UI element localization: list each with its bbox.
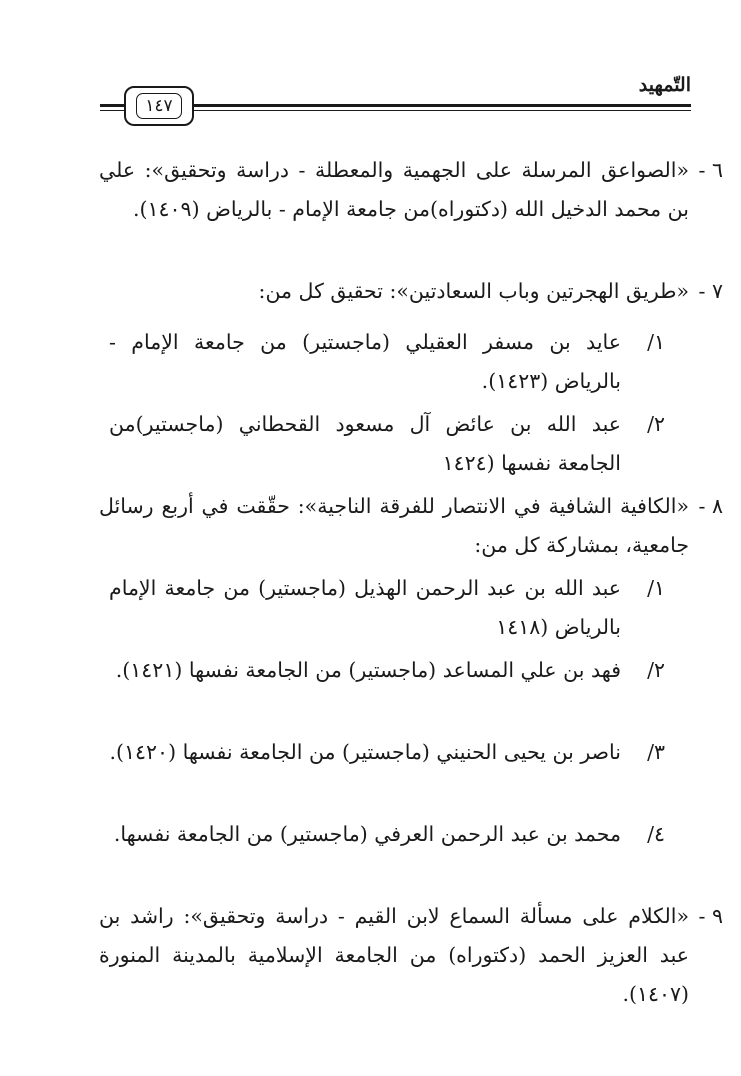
entry-8-item-4 xyxy=(109,815,665,854)
item-number: ٢/ xyxy=(647,658,665,682)
page-number: ١٤٧ xyxy=(136,93,181,119)
item-text: عبد الله بن عبد الرحمن الهذيل (ماجستير) من جامعة الإمام بالرياض (١٤١٨ xyxy=(109,576,621,639)
entry-number: ٦ - xyxy=(698,158,723,182)
entry-8-item-1 xyxy=(109,569,665,647)
entry-text: «طريق الهجرتين وباب السعادتين»: تحقيق كل من: xyxy=(258,279,689,303)
item-text: عبد الله بن عائض آل مسعود القحطاني (ماجستير)من الجامعة نفسها (١٤٢٤ xyxy=(109,412,621,475)
entry-6 xyxy=(99,151,723,229)
item-number: ٢/ xyxy=(647,412,665,436)
entry-9 xyxy=(99,897,723,1014)
entry-7-item-2 xyxy=(109,405,665,483)
entry-text: «الصواعق المرسلة على الجهمية والمعطلة - دراسة وتحقيق»: علي بن محمد الدخيل الله (دكتوراه)من جامعة الإمام - بالرياض (١٤٠٩). xyxy=(99,158,689,221)
item-text: فهد بن علي المساعد (ماجستير) من الجامعة نفسها (١٤٢١). xyxy=(115,658,621,682)
entry-8-item-3 xyxy=(109,733,665,772)
item-number: ١/ xyxy=(647,330,665,354)
entry-number: ٨ - xyxy=(698,494,723,518)
entry-8-item-2 xyxy=(109,651,665,690)
entry-8 xyxy=(99,487,723,565)
running-title: التّمهيد xyxy=(638,74,691,96)
item-text: ناصر بن يحيى الحنيني (ماجستير) من الجامعة نفسها (١٤٢٠). xyxy=(109,740,621,764)
entry-number: ٧ - xyxy=(698,279,723,303)
entry-text: «الكلام على مسألة السماع لابن القيم - دراسة وتحقيق»: راشد بن عبد العزيز الحمد (دكتوراه) من الجامعة الإسلامية بالمدينة المنورة (١٤٠٧). xyxy=(99,904,689,1006)
item-text: عايد بن مسفر العقيلي (ماجستير) من جامعة الإمام - بالرياض (١٤٢٣). xyxy=(109,330,621,393)
entry-7-item-1 xyxy=(109,323,665,401)
entry-7 xyxy=(99,272,723,311)
entry-text: «الكافية الشافية في الانتصار للفرقة الناجية»: حقّقت في أربع رسائل جامعية، بمشاركة كل من: xyxy=(99,494,689,557)
item-text: محمد بن عبد الرحمن العرفي (ماجستير) من الجامعة نفسها. xyxy=(113,822,621,846)
item-number: ٤/ xyxy=(647,822,665,846)
item-number: ٣/ xyxy=(647,740,665,764)
entry-number: ٩ - xyxy=(698,904,723,928)
page-number-frame xyxy=(124,86,194,126)
item-number: ١/ xyxy=(647,576,665,600)
